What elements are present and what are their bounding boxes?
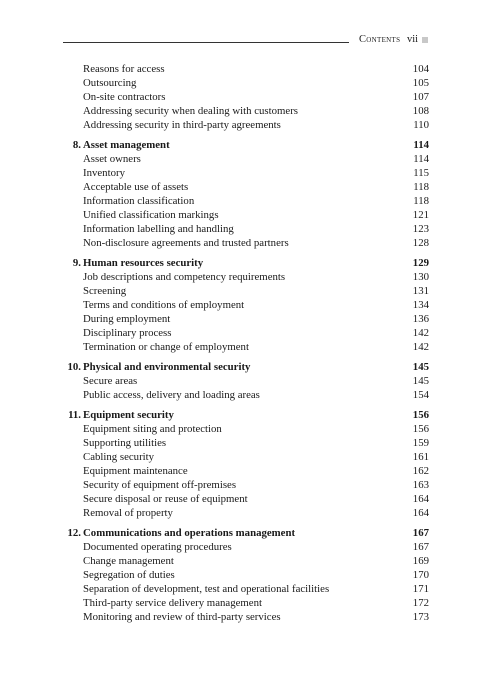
entry-title: Terms and conditions of employment: [83, 299, 245, 311]
toc-entry-row: [63, 104, 429, 118]
page-number: 142: [412, 341, 429, 353]
entry-title: Reasons for access: [83, 63, 165, 75]
chapter-title: Physical and environmental security: [83, 361, 251, 373]
toc-entry-row: [63, 270, 429, 284]
toc-entry-row: [63, 180, 429, 194]
page-number: 118: [413, 195, 429, 207]
chapter-number: 9.: [72, 257, 81, 269]
chapter-number: 10.: [67, 361, 81, 373]
entry-title: Information labelling and handling: [83, 223, 234, 235]
toc-entry-row: [63, 610, 429, 624]
toc-entry-row: [63, 166, 429, 180]
toc-entry-row: [63, 298, 429, 312]
toc-entry-row: [63, 388, 429, 402]
toc-entry-row: [63, 596, 429, 610]
toc-entry-row: [63, 76, 429, 90]
toc-entry-row: [63, 492, 429, 506]
toc-entry-row: [63, 284, 429, 298]
toc-entry-row: [63, 222, 429, 236]
entry-title: Security of equipment off-premises: [83, 479, 237, 491]
page-number: 136: [412, 313, 429, 325]
toc-entry-row: [63, 62, 429, 76]
chapter-number: 11.: [68, 409, 81, 421]
page-number: 114: [413, 153, 429, 165]
toc-entry-row: [63, 118, 429, 132]
page-number: 134: [412, 299, 429, 311]
page-number: 131: [412, 285, 429, 297]
toc-entry-row: [63, 236, 429, 250]
header-square-icon: [422, 37, 428, 43]
page-number: 167: [412, 527, 429, 539]
toc-entry-row: [63, 582, 429, 596]
entry-title: Outsourcing: [83, 77, 137, 89]
page-number: 164: [412, 507, 429, 519]
toc-entry-row: [63, 152, 429, 166]
page-number: 161: [412, 451, 429, 463]
entry-title: Monitoring and review of third-party services: [83, 611, 281, 623]
chapter-number: 12.: [67, 527, 81, 539]
page-number: 104: [412, 63, 429, 75]
page-number: 163: [412, 479, 429, 491]
page-number: 105: [412, 77, 429, 89]
entry-title: Removal of property: [83, 507, 173, 519]
toc-entry-row: [63, 568, 429, 582]
toc-entry-row: [63, 506, 429, 520]
entry-title: Inventory: [83, 167, 125, 179]
toc-entry-row: [63, 312, 429, 326]
entry-title: During employment: [83, 313, 171, 325]
toc-entry-row: [63, 554, 429, 568]
toc-entry-row: [63, 90, 429, 104]
toc-chapter-row: [63, 408, 429, 422]
page-number: 130: [412, 271, 429, 283]
entry-title: Equipment siting and protection: [83, 423, 222, 435]
entry-title: Equipment maintenance: [83, 465, 188, 477]
toc-entry-row: [63, 374, 429, 388]
page-number: 162: [412, 465, 429, 477]
toc-entry-row: [63, 194, 429, 208]
chapter-title: Human resources security: [83, 257, 204, 269]
page-number: 170: [412, 569, 429, 581]
entry-title: Supporting utilities: [83, 437, 167, 449]
toc-chapter-row: [63, 526, 429, 540]
page-number: 173: [412, 611, 429, 623]
page-number: 115: [413, 167, 429, 179]
toc-entry-row: [63, 450, 429, 464]
entry-title: Secure areas: [83, 375, 138, 387]
toc-entry-row: [63, 540, 429, 554]
header-page-number: vii: [407, 34, 419, 45]
page-number: 108: [412, 105, 429, 117]
entry-title: Separation of development, test and operational facilities: [83, 583, 330, 595]
chapter-title: Communications and operations management: [83, 527, 296, 539]
page-number: 129: [412, 257, 429, 269]
page-number: 154: [412, 389, 429, 401]
toc-entry-row: [63, 478, 429, 492]
page-number: 128: [412, 237, 429, 249]
entry-title: Information classification: [83, 195, 195, 207]
entry-title: Screening: [83, 285, 127, 297]
entry-title: Public access, delivery and loading areas: [83, 389, 260, 401]
entry-title: Asset owners: [83, 153, 141, 165]
toc-entry-row: [63, 340, 429, 354]
page-number: 156: [412, 423, 429, 435]
entry-title: Third-party service delivery management: [83, 597, 262, 609]
page-number: 172: [412, 597, 429, 609]
page-number: 159: [412, 437, 429, 449]
page-number: 114: [413, 139, 429, 151]
toc-chapter-row: [63, 256, 429, 270]
page-number: 164: [412, 493, 429, 505]
table-of-contents: [63, 62, 429, 624]
chapter-number: 8.: [72, 139, 81, 151]
toc-chapter-row: [63, 360, 429, 374]
page-number: 171: [412, 583, 429, 595]
page-number: 123: [412, 223, 429, 235]
page-number: 121: [412, 209, 429, 221]
entry-title: Addressing security when dealing with customers: [83, 105, 298, 117]
entry-title: Unified classification markings: [83, 209, 219, 221]
entry-title: Termination or change of employment: [83, 341, 249, 353]
toc-entry-row: [63, 326, 429, 340]
entry-title: Segregation of duties: [83, 569, 175, 581]
entry-title: Documented operating procedures: [83, 541, 232, 553]
chapter-title: Asset management: [83, 139, 170, 151]
entry-title: Acceptable use of assets: [83, 181, 189, 193]
entry-title: Change management: [83, 555, 174, 567]
toc-entry-row: [63, 436, 429, 450]
chapter-title: Equipment security: [83, 409, 174, 421]
page-number: 142: [412, 327, 429, 339]
page-number: 110: [413, 119, 429, 131]
toc-entry-row: [63, 464, 429, 478]
entry-title: Addressing security in third-party agreements: [83, 119, 281, 131]
page-number: 118: [413, 181, 429, 193]
entry-title: On-site contractors: [83, 91, 166, 103]
page-number: 107: [412, 91, 429, 103]
entry-title: Job descriptions and competency requirements: [83, 271, 286, 283]
page-number: 169: [412, 555, 429, 567]
header-rule: [63, 42, 349, 43]
toc-chapter-row: [63, 138, 429, 152]
page-number: 156: [412, 409, 429, 421]
toc-entry-row: [63, 208, 429, 222]
entry-title: Disciplinary process: [83, 327, 172, 339]
header-title: Contents: [359, 34, 401, 45]
entry-title: Cabling security: [83, 451, 155, 463]
toc-entry-row: [63, 422, 429, 436]
page-number: 167: [412, 541, 429, 553]
entry-title: Secure disposal or reuse of equipment: [83, 493, 248, 505]
page-number: 145: [412, 361, 429, 373]
page-number: 145: [412, 375, 429, 387]
entry-title: Non-disclosure agreements and trusted partners: [83, 237, 289, 249]
running-header: [63, 33, 429, 47]
